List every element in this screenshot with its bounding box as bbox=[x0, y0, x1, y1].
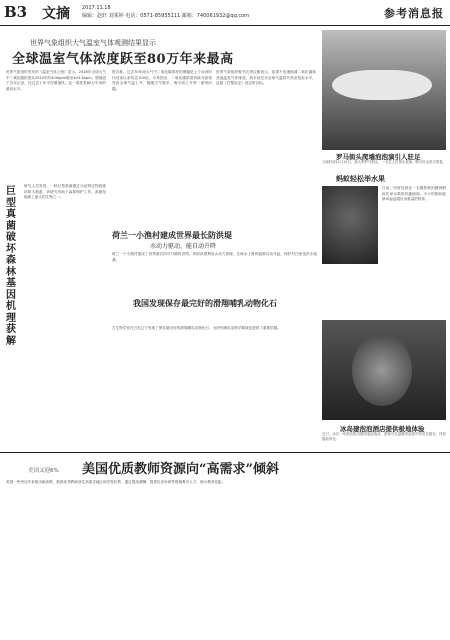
ant-story-title: 蚂蚁轻松举水果 bbox=[336, 175, 385, 183]
ant-story-text: 日前，印度尼西亚一名摄影师拍摄到蚂蚁托举水果的有趣画面。小小的蚂蚁能够举起远超自身重量的物体。 bbox=[382, 186, 446, 202]
photo1-caption-text: 当地时间11月14日，意大利罗马街头，一名艺人在街头表演，吸引民众驻足观看。 bbox=[322, 160, 446, 164]
fossil-headline: 我国发现保存最完好的滑翔哺乳动物化石 bbox=[133, 299, 277, 308]
story1-headline: 全球温室气体浓度跃至80万年来最高 bbox=[12, 52, 234, 67]
teacher-kicker: 美国又迎6% bbox=[28, 468, 59, 474]
section-title: 文摘 bbox=[42, 6, 70, 22]
divider bbox=[0, 452, 450, 453]
story1-col-a: 世界气象组织发布的《温室气体公报》显示，2016年全球大气中二氧化碳浓度从2015年的400ppm增至403.3ppm，增速创下近年记录，比过去十年平均增速快。这一浓度是80万年来的最高水平。 bbox=[6, 70, 106, 91]
fossil-story-text: 古生物学家近日在辽宁发现了保存最完好的滑翔哺乳动物化石，为研究哺乳动物早期演化提供了重要依据。 bbox=[112, 326, 281, 330]
fungus-vertical-headline: 巨型真菌破坏森林基因机理获解 bbox=[6, 186, 16, 347]
story1-col-b: 报告称，过去70年间大气中二氧化碳浓度的增幅是上个冰河时代结束以来的近100倍。专家指出，二氧化碳浓度持续升高将导致全球气温上升、极端天气增多、海平面上升等一系列问题。 bbox=[112, 70, 212, 91]
teacher-story-text: 美国一些州近年来推出新政策，鼓励优秀教师前往高需求地区和学校任教，通过提高薪酬、提供住房补贴等措施吸引人才，缩小教育差距。 bbox=[6, 480, 226, 484]
header-date: 2017.11.18 bbox=[82, 5, 111, 11]
page-header bbox=[0, 0, 450, 26]
dam-story-text: 荷兰一个小渔村建成了世界最长的可升降防洪堤，该防洪堤利用水动力原理，在海水上涨时能够自动升起，保护村庄免受洪水侵袭。 bbox=[112, 252, 317, 262]
ant-photo bbox=[322, 186, 378, 264]
story1-kicker: 世界气象组织大气温室气体观测结果显示 bbox=[30, 39, 156, 47]
dam-headline: 荷兰一小渔村建成世界最长防洪堤 bbox=[112, 231, 232, 240]
photo3-caption-text: 近日，冰岛一家酒店推出透明泡泡客房，游客可在温暖的泡泡中欣赏北极光，体验极地风光。 bbox=[322, 432, 446, 441]
dam-kicker: 水动力驱动，能自动升降 bbox=[150, 243, 217, 250]
page-number: B3 bbox=[4, 3, 28, 21]
header-phone: 电话：0571-85935111 bbox=[125, 13, 181, 19]
story1-col-c: 世界气象组织秘书长塔拉斯表示，如果不迅速削减二氧化碳和其他温室气体排放，到本世纪末全球气温将升高至危险水平，远超《巴黎协定》设定的目标。 bbox=[216, 70, 316, 86]
photo3-caption: 冰岛建泡泡酒店提供极地体验 bbox=[340, 425, 425, 433]
header-editor: 编辑：赵轩 刘莱婷 bbox=[82, 13, 124, 19]
fungus-story-text: 研究人员发现，一种巨型真菌通过分泌特定物质破坏树木根系，该研究有助于森林保护工作。真菌是地球上最大的生物之一。 bbox=[24, 184, 106, 200]
bubble-hotel-photo bbox=[322, 320, 446, 420]
photo1-caption: 罗马街头爬墙泡泡演引人驻足 bbox=[336, 153, 421, 161]
ant-story bbox=[322, 172, 446, 324]
masthead-logo: 参考消息报 bbox=[384, 7, 444, 20]
teacher-headline: 美国优质教师资源向“高需求”倾斜 bbox=[82, 462, 279, 477]
header-email: 邮箱：740061932@qq.com bbox=[181, 13, 250, 19]
header-meta bbox=[82, 4, 249, 20]
street-performer-photo bbox=[322, 30, 446, 150]
